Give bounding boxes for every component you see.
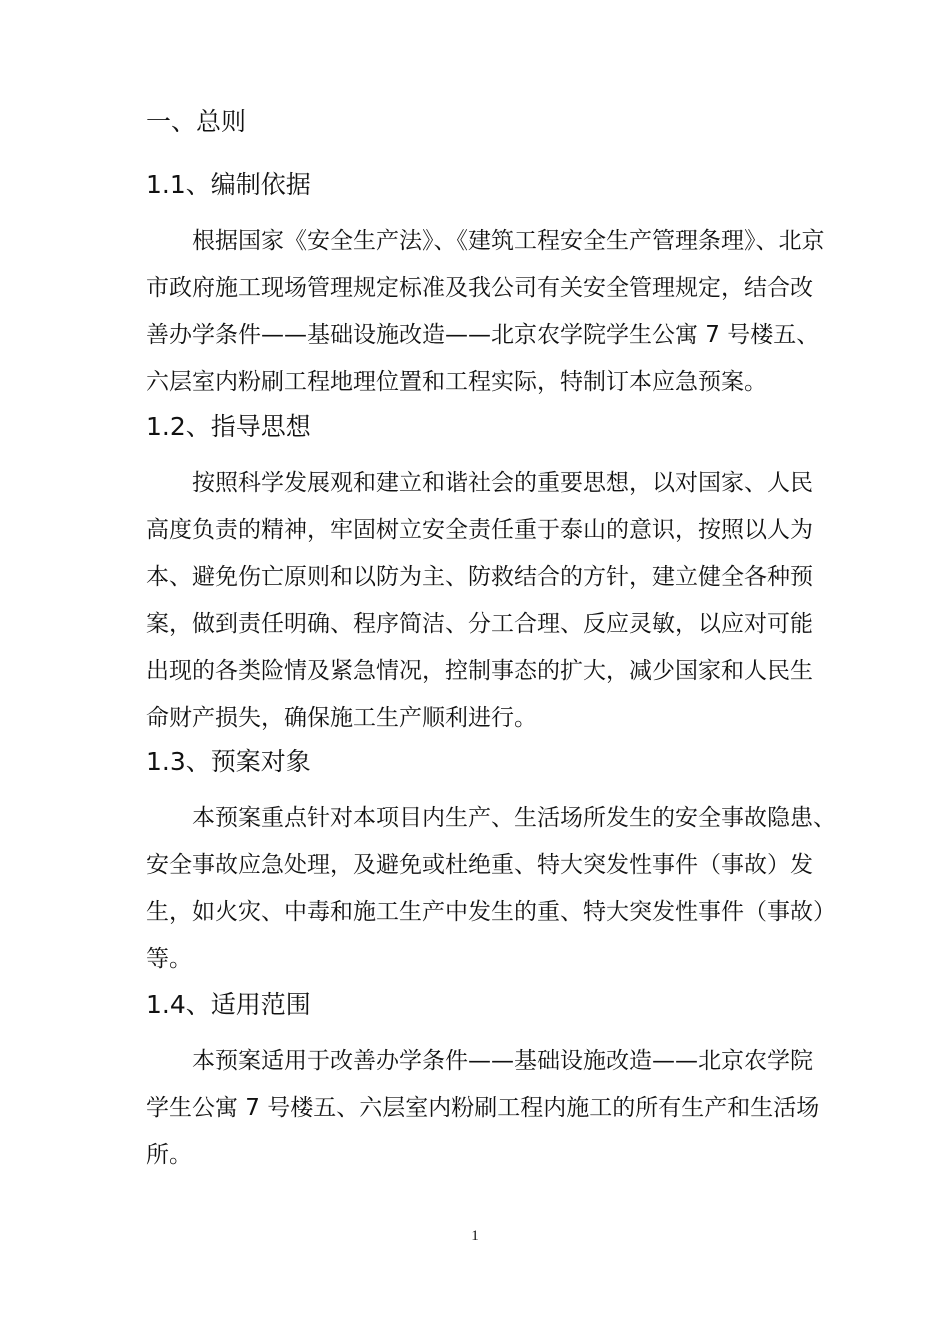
section-heading-1-4: 1.4、适用范围 [146,990,311,1019]
paragraph-line: 学生公寓 7 号楼五、六层室内粉刷工程内施工的所有生产和生活场 [146,1095,820,1121]
paragraph-line: 生，如火灾、中毒和施工生产中发生的重、特大突发性事件（事故） [146,899,836,925]
paragraph-line: 等。 [146,946,192,972]
paragraph-line: 出现的各类险情及紧急情况，控制事态的扩大，减少国家和人民生 [146,658,813,684]
section-heading-1-3: 1.3、预案对象 [146,747,311,776]
paragraph-line: 六层室内粉刷工程地理位置和工程实际，特制订本应急预案。 [146,369,767,395]
paragraph-line: 市政府施工现场管理规定标准及我公司有关安全管理规定，结合改 [146,275,813,301]
section-paragraph-1-4 [146,1038,820,1179]
paragraph-line: 案，做到责任明确、程序简洁、分工合理、反应灵敏，以应对可能 [146,611,813,637]
paragraph-line: 命财产损失，确保施工生产顺利进行。 [146,705,537,731]
chapter-heading: 一、总则 [146,107,247,136]
paragraph-line: 善办学条件——基础设施改造——北京农学院学生公寓 7 号楼五、 [146,322,820,348]
page-number: 1 [471,1228,479,1244]
paragraph-line: 本预案适用于改善办学条件——基础设施改造——北京农学院 [192,1048,813,1074]
paragraph-line: 所。 [146,1142,192,1168]
paragraph-line: 本预案重点针对本项目内生产、生活场所发生的安全事故隐患、 [192,805,836,831]
paragraph-line: 高度负责的精神，牢固树立安全责任重于泰山的意识，按照以人为 [146,517,813,543]
paragraph-line: 本、避免伤亡原则和以防为主、防救结合的方针，建立健全各种预 [146,564,813,590]
section-heading-1-1: 1.1、编制依据 [146,170,311,199]
section-paragraph-1-1 [146,218,825,406]
section-heading-1-2: 1.2、指导思想 [146,412,311,441]
paragraph-line: 根据国家《安全生产法》、《建筑工程安全生产管理条理》、北京 [192,228,825,254]
paragraph-line: 按照科学发展观和建立和谐社会的重要思想，以对国家、人民 [192,470,813,496]
section-paragraph-1-3 [146,795,836,983]
paragraph-line: 安全事故应急处理，及避免或杜绝重、特大突发性事件（事故）发 [146,852,813,878]
section-paragraph-1-2 [146,460,813,742]
